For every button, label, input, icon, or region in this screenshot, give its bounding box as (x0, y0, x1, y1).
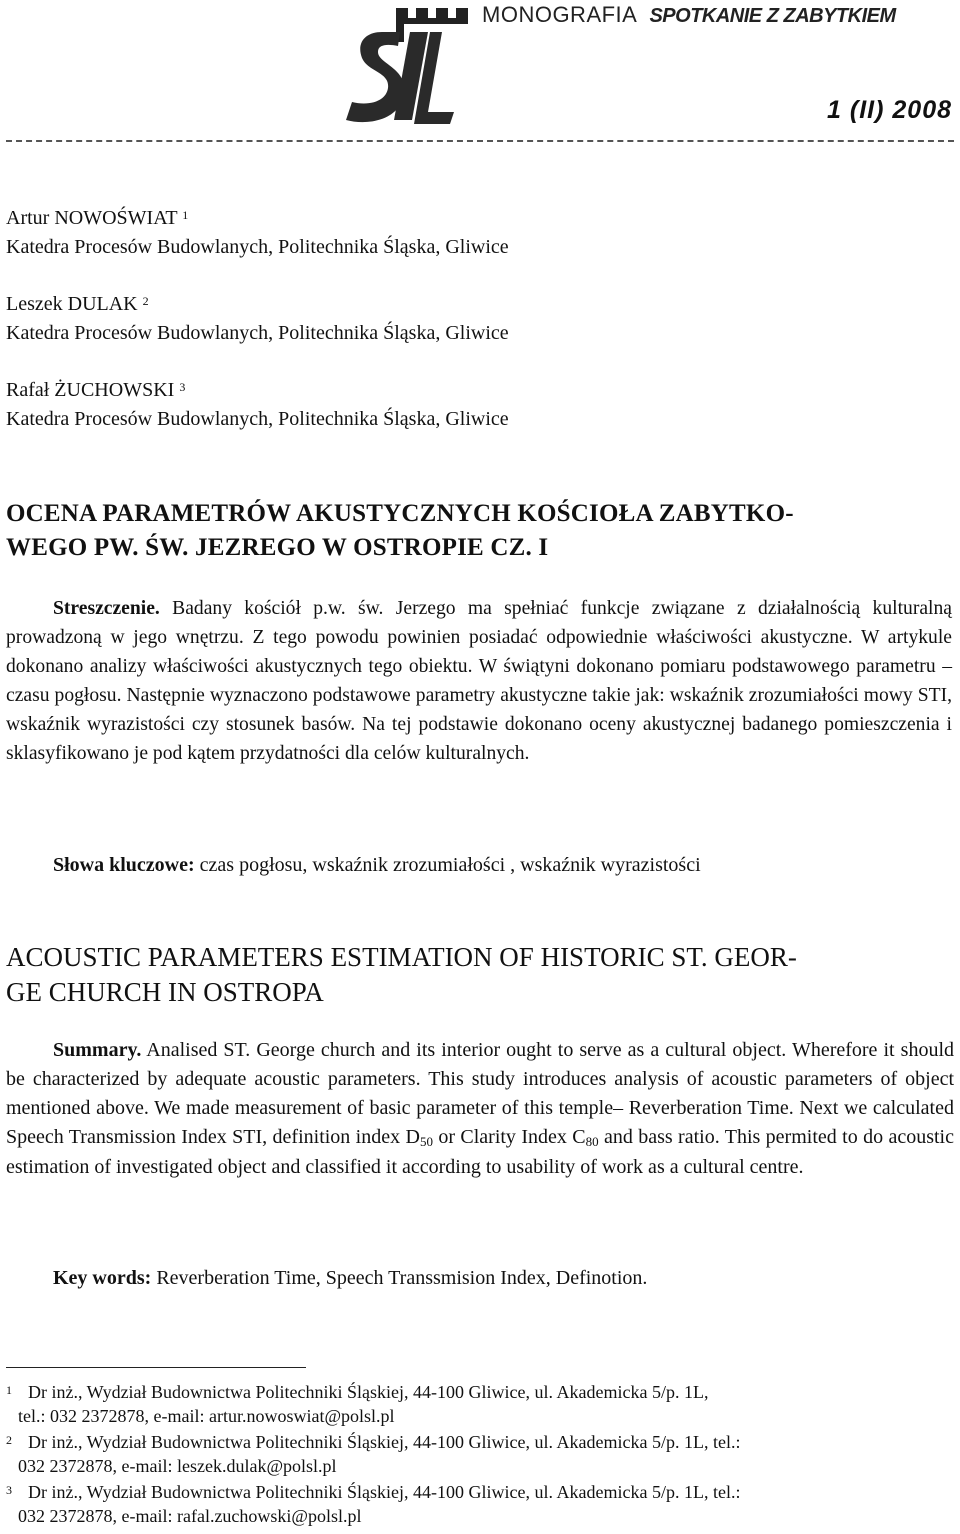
author-block (6, 376, 946, 434)
journal-logo (338, 2, 478, 126)
keywords-label: Słowa kluczowe: (53, 854, 195, 876)
author-block (6, 290, 946, 348)
keywords-label: Key words: (53, 1267, 152, 1289)
footnote-mark: 2 (142, 294, 149, 308)
author-affiliation: Katedra Procesów Budowlanych, Politechnika Śląska, Gliwice (6, 236, 509, 258)
footnote-number: 2 (6, 1433, 12, 1447)
footnote-text: 032 2372878, e-mail: rafal.zuchowski@polsl.pl (18, 1506, 362, 1526)
title-line: GE CHURCH IN OSTROPA (6, 977, 324, 1007)
author-name: Leszek DULAK (6, 293, 138, 315)
subscript: 50 (419, 1134, 433, 1149)
header-divider (6, 140, 954, 142)
footnote-rule (6, 1367, 306, 1368)
summary-text: and bass ratio. This permited to do acoustic estimation of investigated object and classified it according to usability of work as a cultural centre. (6, 1126, 954, 1178)
footnote (6, 1430, 954, 1478)
footnote-mark: 3 (179, 380, 186, 394)
footnote-number: 1 (6, 1383, 12, 1397)
paper-title-polish (6, 497, 946, 565)
paper-title-english (6, 940, 946, 1010)
title-line: OCENA PARAMETRÓW AKUSTYCZNYCH KOŚCIOŁA ZABYTKO- (6, 500, 794, 527)
author-name: Artur NOWOŚWIAT (6, 207, 178, 229)
title-line: ACOUSTIC PARAMETERS ESTIMATION OF HISTORIC ST. GEOR- (6, 942, 797, 972)
author-affiliation: Katedra Procesów Budowlanych, Politechnika Śląska, Gliwice (6, 408, 509, 430)
title-line: WEGO PW. ŚW. JEZREGO W OSTROPIE CZ. I (6, 534, 549, 561)
summary-text: or Clarity Index C (432, 1126, 586, 1148)
author-block (6, 204, 946, 262)
footnote-text: tel.: 032 2372878, e-mail: artur.nowoswiat@polsl.pl (18, 1406, 395, 1426)
footnote-text: 032 2372878, e-mail: leszek.dulak@polsl.pl (18, 1456, 337, 1476)
keywords-english (53, 1267, 647, 1290)
author-list (6, 204, 946, 462)
footnote-number: 3 (6, 1483, 12, 1497)
footnote-text: Dr inż., Wydział Budownictwa Politechniki Śląskiej, 44-100 Gliwice, ul. Akademicka 5/p. 1L, tel.: (28, 1482, 741, 1502)
footnote-mark: 1 (182, 208, 189, 222)
footnote-text: Dr inż., Wydział Budownictwa Politechniki Śląskiej, 44-100 Gliwice, ul. Akademicka 5/p. 1L, tel.: (28, 1432, 741, 1452)
footnotes (6, 1380, 954, 1530)
summary-text: Analised ST. George church and its interior ought to serve as a cultural object. Wherefore it should be characterized by adequate acoustic parameters. This study introduces analysis of acoustic parameters of object mentioned above. We made measurement of basic parameter of this temple– Reverberation Time. Next we calculated Speech Transmission Index STI, definition index D (6, 1039, 954, 1148)
keywords-text: Reverberation Time, Speech Transsmision Index, Definotion. (151, 1267, 648, 1289)
footnote (6, 1380, 954, 1428)
keywords-text: czas pogłosu, wskaźnik zrozumiałości , wskaźnik wyrazistości (194, 854, 701, 876)
subscript: 80 (585, 1134, 599, 1149)
footnote (6, 1480, 954, 1528)
abstract-polish (6, 594, 952, 768)
footnote-text: Dr inż., Wydział Budownictwa Politechniki Śląskiej, 44-100 Gliwice, ul. Akademicka 5/p. 1L, (28, 1382, 709, 1402)
summary-label: Summary. (53, 1039, 142, 1061)
abstract-english (6, 1036, 954, 1182)
issue-number: 1 (II) 2008 (827, 96, 952, 124)
author-affiliation: Katedra Procesów Budowlanych, Politechnika Śląska, Gliwice (6, 322, 509, 344)
keywords-polish (53, 854, 701, 877)
series-title (482, 2, 896, 28)
author-name: Rafał ŻUCHOWSKI (6, 379, 175, 401)
series-main: MONOGRAFIA (482, 2, 638, 27)
abstract-text: Badany kościół p.w. św. Jerzego ma spełniać funkcje związane z działalnością kulturalną prowadzoną w jego wnętrzu. Z tego powodu powinien posiadać odpowiednie właściwości akustyczne. W artykule dokonano analizy właściwości akustycznych tego obiektu. W świątyni dokonano pomiaru podstawowego parametru – czasu pogłosu. Następnie wyznaczono podstawowe parametry akustyczne takie jak: wskaźnik zrozumiałości mowy STI, wskaźnik wyrazistości czy stosunek basów. Na tej podstawie dokonano oceny akustycznej badanego pomieszczenia i sklasyfikowano je pod kątem przydatności dla celów kulturalnych. (6, 598, 952, 764)
series-subtitle: SPOTKANIE Z ZABYTKIEM (649, 5, 896, 27)
abstract-label: Streszczenie. (53, 598, 160, 619)
